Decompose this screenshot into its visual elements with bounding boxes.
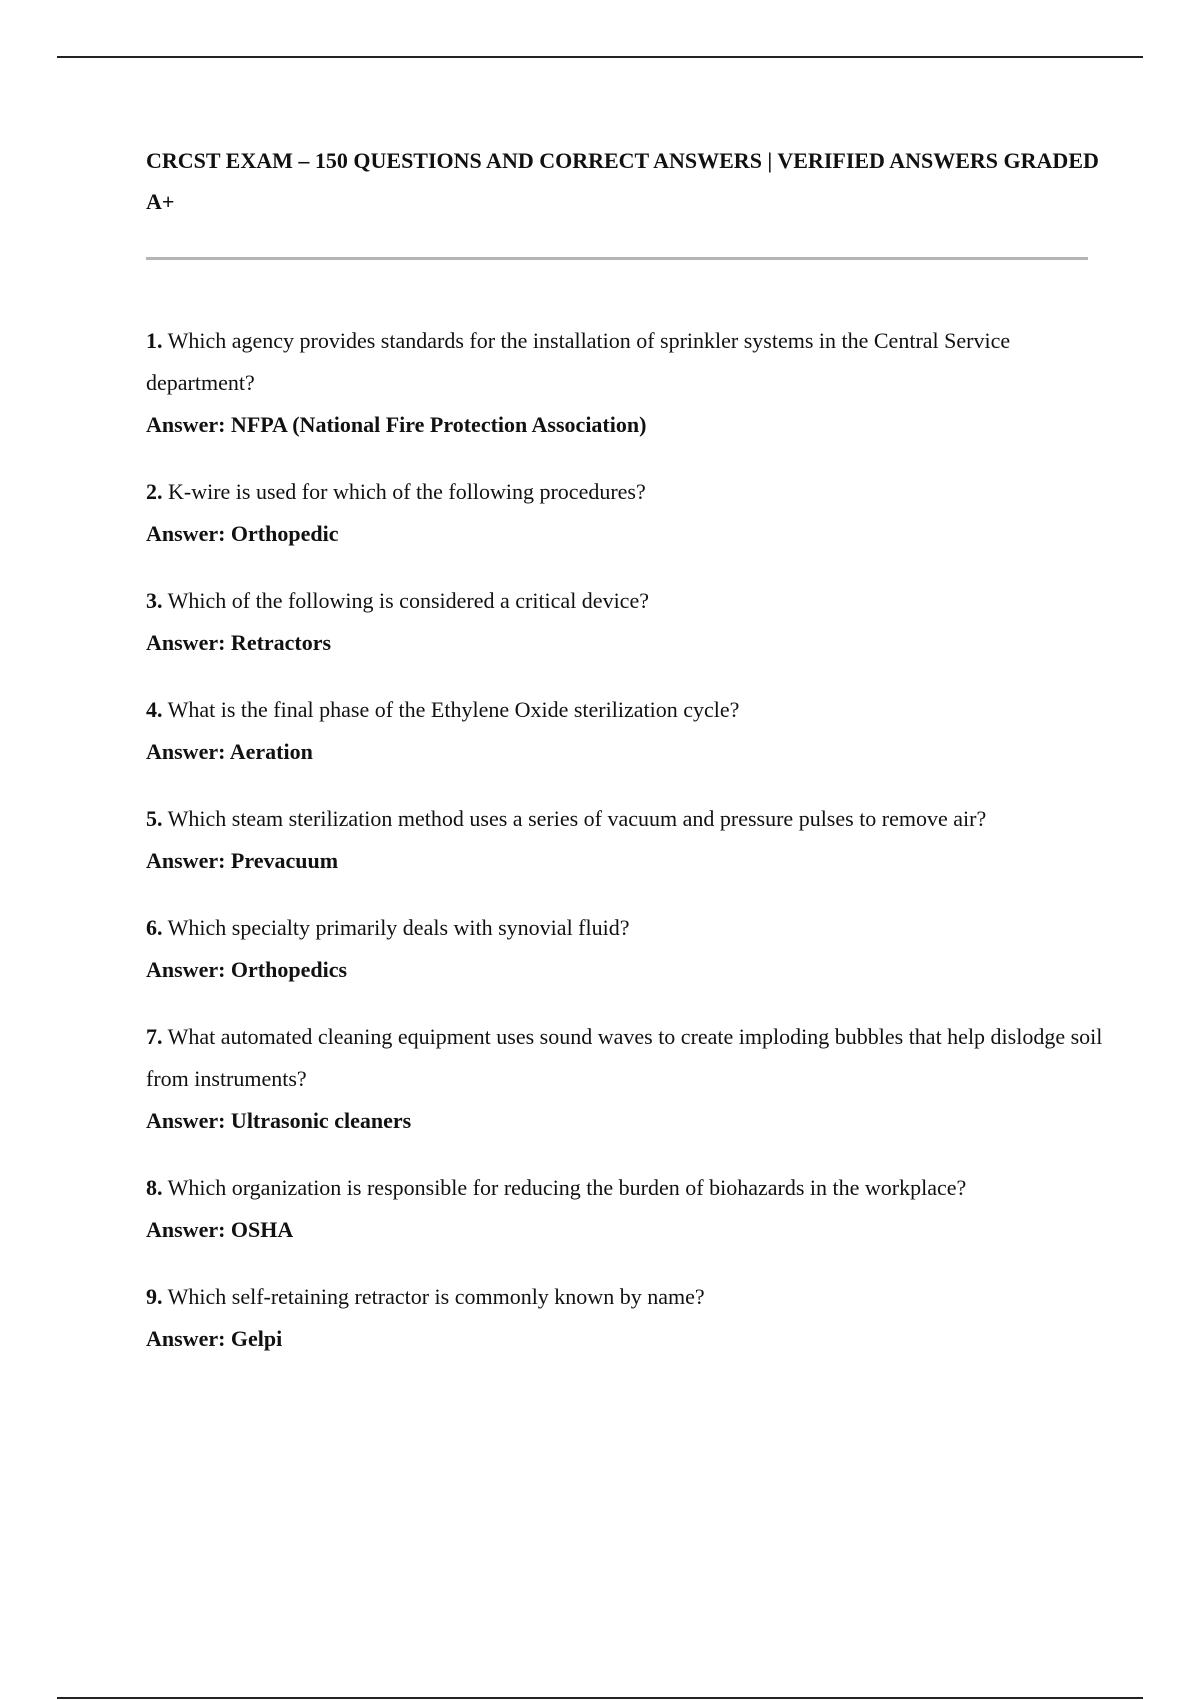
question-text — [146, 689, 1106, 731]
question-text — [146, 320, 1106, 404]
question-text — [146, 798, 1106, 840]
question-text — [146, 1167, 1106, 1209]
question-item-6 — [146, 907, 1106, 991]
question-text — [146, 1276, 1106, 1318]
question-number: 5. — [146, 806, 163, 831]
question-text — [146, 907, 1106, 949]
question-item-3 — [146, 580, 1106, 664]
question-body: Which agency provides standards for the installation of sprinkler systems in the Central Service department? — [146, 328, 1011, 395]
page-top-rule — [57, 56, 1143, 58]
question-number: 4. — [146, 697, 163, 722]
question-number: 2. — [146, 479, 163, 504]
answer-text: Answer: Retractors — [146, 630, 332, 655]
answer-text: Answer: Gelpi — [146, 1326, 283, 1351]
answer-text: Answer: Aeration — [146, 739, 313, 764]
question-number: 3. — [146, 588, 163, 613]
question-body: Which of the following is considered a critical device? — [167, 588, 649, 613]
question-item-1 — [146, 320, 1106, 446]
question-item-4 — [146, 689, 1106, 773]
document-title: CRCST EXAM – 150 QUESTIONS AND CORRECT ANSWERS | VERIFIED ANSWERS GRADED A+ — [146, 148, 1099, 214]
answer-text: Answer: Orthopedics — [146, 957, 348, 982]
question-body: What is the final phase of the Ethylene Oxide sterilization cycle? — [167, 697, 740, 722]
question-number: 9. — [146, 1284, 163, 1309]
question-body: Which steam sterilization method uses a series of vacuum and pressure pulses to remove air? — [167, 806, 987, 831]
question-list — [146, 320, 1106, 1385]
question-number: 7. — [146, 1024, 163, 1049]
answer-text: Answer: OSHA — [146, 1217, 294, 1242]
question-item-8 — [146, 1167, 1106, 1251]
answer-text: Answer: Prevacuum — [146, 848, 339, 873]
title-divider — [146, 257, 1088, 260]
question-body: K-wire is used for which of the following procedures? — [168, 479, 646, 504]
question-body: Which organization is responsible for reducing the burden of biohazards in the workplace? — [167, 1175, 967, 1200]
question-text — [146, 471, 1106, 513]
answer-text: Answer: Ultrasonic cleaners — [146, 1108, 412, 1133]
question-text — [146, 580, 1106, 622]
page-bottom-rule — [57, 1697, 1143, 1699]
answer-text: Answer: Orthopedic — [146, 521, 339, 546]
question-body: Which specialty primarily deals with synovial fluid? — [167, 915, 630, 940]
question-item-5 — [146, 798, 1106, 882]
question-body: What automated cleaning equipment uses sound waves to create imploding bubbles that help dislodge soil from instruments? — [146, 1024, 1103, 1091]
question-number: 8. — [146, 1175, 163, 1200]
question-item-7 — [146, 1016, 1106, 1142]
question-number: 1. — [146, 328, 163, 353]
question-item-2 — [146, 471, 1106, 555]
question-body: Which self-retaining retractor is commonly known by name? — [167, 1284, 705, 1309]
question-item-9 — [146, 1276, 1106, 1360]
question-number: 6. — [146, 915, 163, 940]
question-text — [146, 1016, 1106, 1100]
answer-text: Answer: NFPA (National Fire Protection Association) — [146, 412, 647, 437]
